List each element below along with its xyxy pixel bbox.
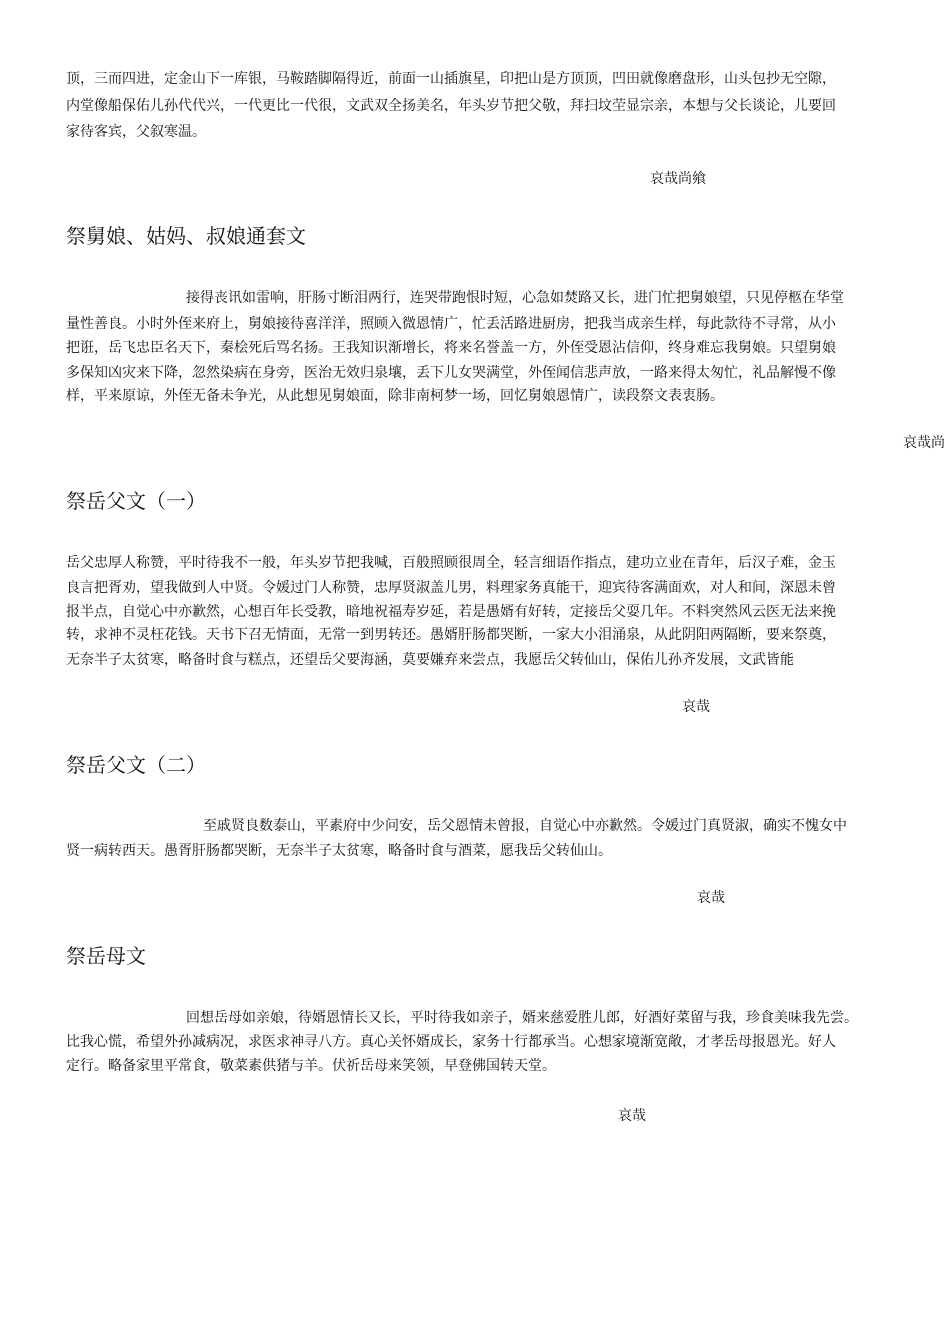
closing-line: 哀哉 — [682, 699, 710, 715]
paragraph-line: 报半点，自觉心中亦歉然，心想百年长受教，暗地祝福寿岁延，若是愚婿有好转，定接岳父耍几年。不料突然风云医无法来挽 — [66, 604, 836, 620]
paragraph-line: 无奈半子太贫寒，略备时食与糕点，还望岳父要海涵，莫要嫌弃来尝点，我愿岳父转仙山，保佑儿孙齐发展，文武皆能 — [66, 652, 794, 668]
paragraph-line: 内堂像船保佑儿孙代代兴，一代更比一代很，文武双全扬美名，年头岁节把父敬，拜扫坟茔显宗亲，本想与父长谈论，儿要回 — [66, 98, 836, 114]
paragraph-line: 贤一病转西天。愚胥肝肠都哭断，无奈半子太贫寒，略备时食与酒菜，愿我岳父转仙山。 — [66, 843, 612, 859]
paragraph-line: 多保知凶灾来下降，忽然染病在身旁，医治无效归泉壤，丢下儿女哭满堂，外侄闻信悲声放，一路来得太匆忙，礼品解慢不像 — [66, 365, 836, 381]
paragraph-line: 至戚贤良数泰山，平素府中少问安，岳父恩情未曾报，自觉心中亦歉然。令媛过门真贤淑，确实不愧女中 — [203, 818, 847, 834]
paragraph-line: 接得丧讯如雷响，肝肠寸断泪两行，连哭带跑恨时短，心急如焚路又长，进门忙把舅娘望，只见停柩在华堂 — [186, 290, 844, 306]
paragraph-line: 样，平来原谅，外侄无备未争光，从此想见舅娘面，除非南柯梦一场，回忆舅娘恩情广，读段祭文表衷肠。 — [66, 388, 724, 404]
paragraph-line: 岳父忠厚人称赞，平时待我不一般，年头岁节把我喊，百般照顾很周全，轻言细语作指点，建功立业在青年，后汉子难，金玉 — [66, 555, 836, 571]
paragraph-line: 家待客宾，父叙寒温。 — [66, 124, 206, 140]
closing-line: 哀哉尚飨 — [650, 171, 706, 187]
paragraph-line: 比我心慌，希望外孙减病况，求医求神寻八方。真心关怀婿成长，家务十行都承当。心想家境渐宽敞，才孝岳母报恩光。好人 — [66, 1034, 836, 1050]
section-title: 祭岳父文（一） — [66, 489, 206, 513]
closing-line: 哀哉 — [618, 1108, 646, 1124]
closing-line: 哀哉尚 — [903, 435, 945, 451]
paragraph-line: 回想岳母如亲娘，待婿恩情长又长，平时待我如亲子，婿来慈爱胜儿郎，好酒好菜留与我，珍食美味我先尝。 — [186, 1010, 858, 1026]
section-title: 祭舅娘、姑妈、叔娘通套文 — [66, 224, 306, 248]
closing-line: 哀哉 — [697, 890, 725, 906]
paragraph-line: 转，求神不灵枉花钱。天书下召无情面，无常一到男转还。愚婿肝肠都哭断，一家大小泪涌泉，从此阴阳两隔断，要来祭奠， — [66, 627, 836, 643]
section-title: 祭岳父文（二） — [66, 753, 206, 777]
section-title: 祭岳母文 — [66, 944, 146, 968]
paragraph-line: 量性善良。小时外侄来府上，舅娘接待喜洋洋，照顾入微恩情广，忙丢活路进厨房，把我当成亲生样，每此款待不寻常，从小 — [66, 316, 836, 332]
paragraph-line: 定行。略备家里平常食，敬菜素供猪与羊。伏祈岳母来笑领，早登佛国转天堂。 — [66, 1058, 556, 1074]
paragraph-line: 顶，三而四进，定金山下一库银，马鞍踏脚隔得近，前面一山插旗星，印把山是方顶顶，凹田就像磨盘形，山头包抄无空隙， — [66, 71, 836, 87]
paragraph-line: 把诳，岳飞忠臣名天下，秦桧死后骂名扬。王我知识渐增长，将来名誉盖一方，外侄受恩沾信仰，终身难忘我舅娘。只望舅娘 — [66, 340, 836, 356]
paragraph-line: 良言把胥劝，望我做到人中贤。令媛过门人称赞，忠厚贤淑盖儿男，料理家务真能干，迎宾待客满面欢，对人和间，深恩未曾 — [66, 580, 836, 596]
